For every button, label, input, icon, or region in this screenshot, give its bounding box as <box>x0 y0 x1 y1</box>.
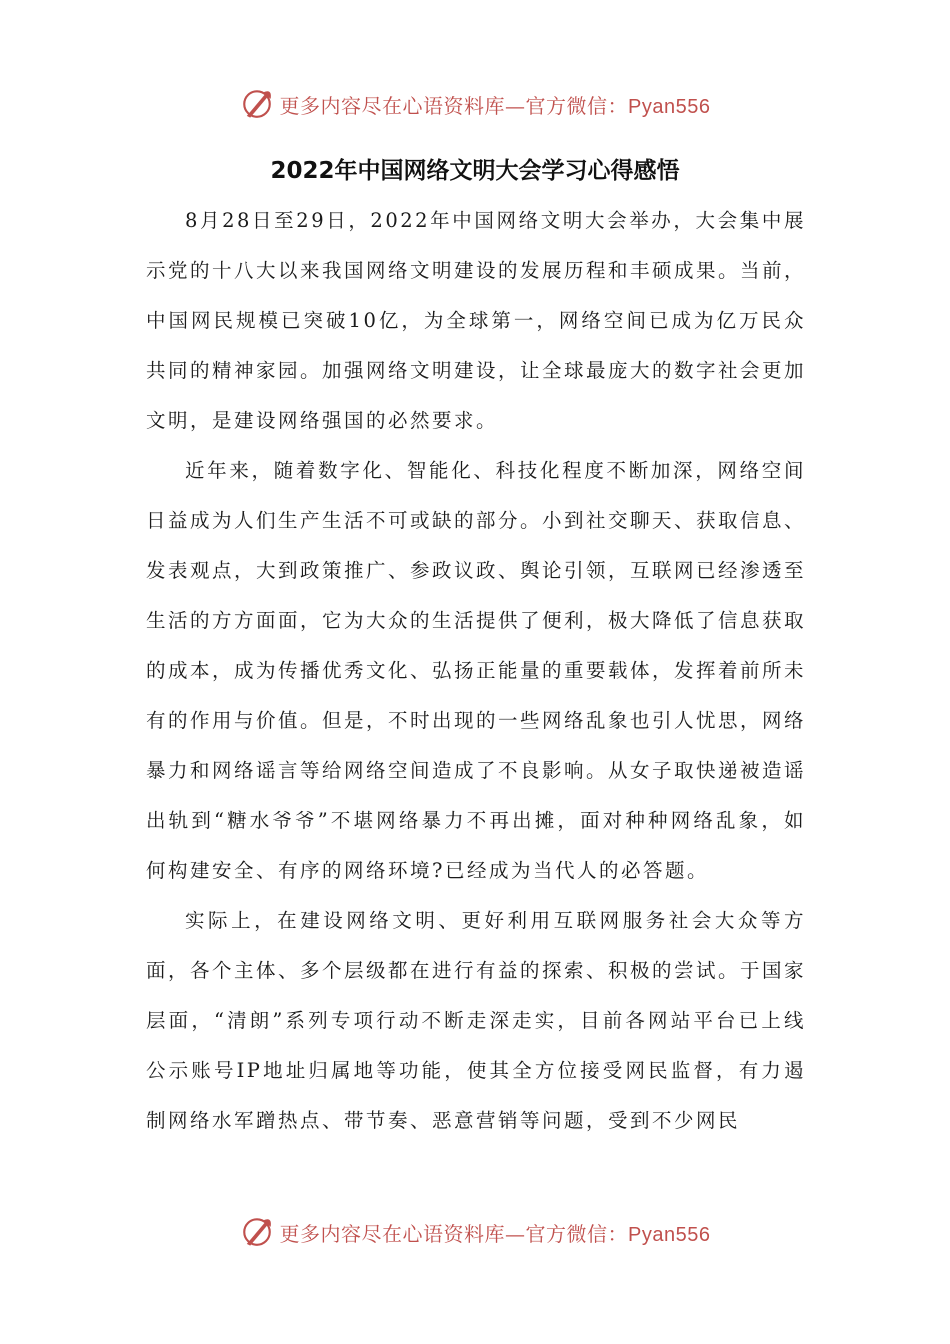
header-watermark <box>0 84 950 124</box>
watermark-text: 更多内容尽在心语资料库—官方微信：Pyan556 <box>279 93 711 118</box>
document-body <box>146 196 806 1146</box>
footer-watermark <box>0 1212 950 1252</box>
paragraph-2: 近年来，随着数字化、智能化、科技化程度不断加深，网络空间日益成为人们生产生活不可或缺的部分。小到社交聊天、获取信息、发表观点，大到政策推广、参政议政、舆论引领，互联网已经渗透至生活的方方面面，它为大众的生活提供了便利，极大降低了信息获取的成本，成为传播优秀文化、弘扬正能量的重要载体，发挥着前所未有的作用与价值。但是，不时出现的一些网络乱象也引人忧思，网络暴力和网络谣言等给网络空间造成了不良影响。从女子取快递被造谣出轨到“糖水爷爷”不堪网络暴力不再出摊，面对种种网络乱象，如何构建安全、有序的网络环境?已经成为当代人的必答题。 <box>146 459 807 882</box>
document-title: 2022年中国网络文明大会学习心得感悟 <box>270 158 680 184</box>
paragraph-3: 实际上，在建设网络文明、更好利用互联网服务社会大众等方面，各个主体、多个层级都在进行有益的探索、积极的尝试。于国家层面，“清朗”系列专项行动不断走深走实，目前各网站平台已上线公示账号IP地址归属地等功能，使其全方位接受网民监督，有力遏制网络水军蹭热点、带节奏、恶意营销等问题，受到不少网民 <box>146 909 807 1132</box>
quill-pen-logo-icon <box>240 87 274 121</box>
watermark-text: 更多内容尽在心语资料库—官方微信：Pyan556 <box>279 1221 711 1246</box>
paragraph-1: 8月28日至29日，2022年中国网络文明大会举办，大会集中展示党的十八大以来我国网络文明建设的发展历程和丰硕成果。当前，中国网民规模已突破10亿，为全球第一，网络空间已成为亿万民众共同的精神家园。加强网络文明建设，让全球最庞大的数字社会更加文明，是建设网络强国的必然要求。 <box>146 209 807 432</box>
quill-pen-logo-icon <box>240 1215 274 1249</box>
